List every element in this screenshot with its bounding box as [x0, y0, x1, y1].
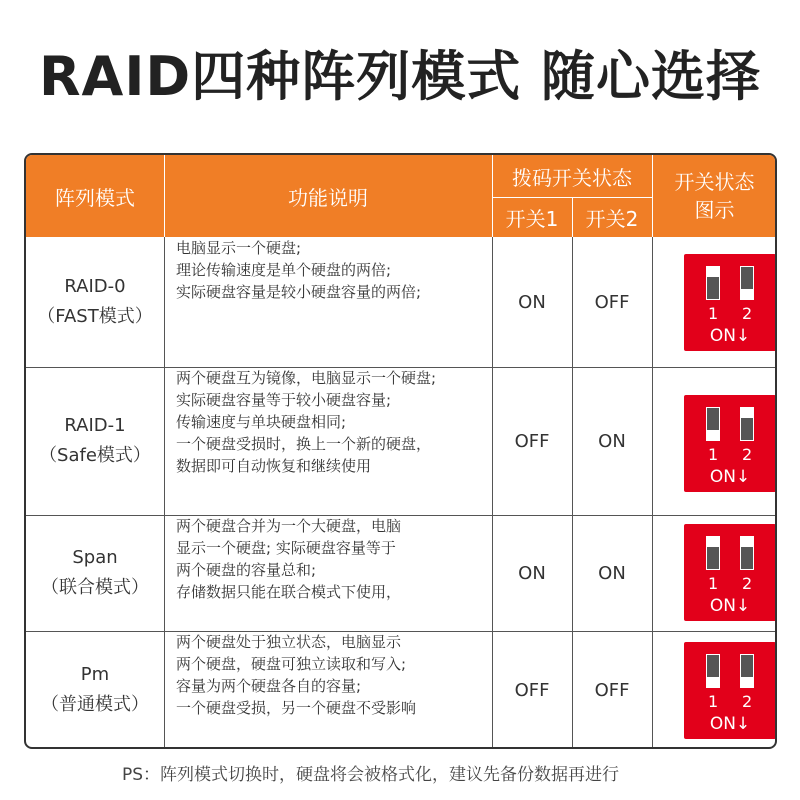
- dip-switch-diagram: [684, 642, 776, 739]
- dip-label-1: 1: [708, 692, 719, 711]
- header-diagram-line1: 开关状态: [674, 170, 755, 194]
- dip-switch-diagram: [684, 395, 776, 492]
- row-pm-desc: [164, 631, 492, 749]
- dip-switch-diagram: [684, 524, 776, 621]
- mode-alias: （普通模式）: [41, 694, 149, 715]
- row-span-switch1: ON: [518, 562, 546, 584]
- desc-line: 传输速度与单块硬盘相同;: [176, 413, 347, 431]
- desc-line: 显示一个硬盘; 实际硬盘容量等于: [176, 539, 396, 557]
- header-mode: 阵列模式: [26, 155, 164, 237]
- desc-line: 实际硬盘容量等于较小硬盘容量;: [176, 391, 392, 409]
- dip-knob: [707, 655, 719, 677]
- dip-label-2: 2: [742, 445, 753, 464]
- row-pm-switch1: OFF: [514, 679, 550, 701]
- row-pm-switch2: OFF: [594, 679, 630, 701]
- desc-line: 一个硬盘受损，另一个硬盘不受影响: [176, 699, 417, 717]
- mode-name: RAID-1: [64, 415, 126, 436]
- row-raid0-mode: [26, 237, 164, 367]
- row-span-desc: [164, 515, 492, 631]
- desc-line: 容量为两个硬盘各自的容量;: [176, 677, 362, 695]
- desc-line: 两个硬盘处于独立状态，电脑显示: [176, 633, 402, 651]
- mode-alias: （联合模式）: [41, 577, 149, 598]
- row-raid1-mode: [26, 367, 164, 515]
- dip-knob: [741, 655, 753, 677]
- desc-line: 数据即可自动恢复和继续使用: [176, 457, 372, 475]
- dip-knob: [741, 547, 753, 569]
- header-switch2: 开关2: [572, 197, 652, 237]
- footnote: PS：阵列模式切换时，硬盘将会被格式化，建议先备份数据再进行: [122, 765, 620, 785]
- dip-label-2: 2: [742, 692, 753, 711]
- desc-line: 两个硬盘，硬盘可独立读取和写入;: [176, 655, 407, 673]
- row-span-mode: [26, 515, 164, 631]
- dip-knob: [707, 277, 719, 299]
- row-span-switch2: ON: [598, 562, 626, 584]
- dip-label-1: 1: [708, 304, 719, 323]
- desc-line: 两个硬盘互为镜像，电脑显示一个硬盘;: [176, 369, 437, 387]
- dip-on-label: ON↓: [709, 326, 751, 346]
- desc-line: 电脑显示一个硬盘;: [176, 239, 302, 257]
- dip-knob: [707, 408, 719, 430]
- dip-label-1: 1: [708, 574, 719, 593]
- row-raid1-switch1: OFF: [514, 430, 550, 452]
- row-raid0-switch2: OFF: [594, 291, 630, 313]
- row-raid1-switch2: ON: [598, 430, 626, 452]
- dip-label-1: 1: [708, 445, 719, 464]
- row-pm-mode: [26, 631, 164, 749]
- dip-on-label: ON↓: [709, 596, 751, 616]
- desc-line: 实际硬盘容量是较小硬盘容量的两倍;: [176, 283, 422, 301]
- dip-label-2: 2: [742, 304, 753, 323]
- raid-mode-table: [24, 153, 777, 749]
- mode-alias: （Safe模式）: [39, 445, 151, 466]
- mode-alias: （FAST模式）: [37, 306, 153, 327]
- header-function: 功能说明: [164, 155, 492, 237]
- mode-name: Pm: [80, 664, 110, 685]
- desc-line: 存储数据只能在联合模式下使用，: [176, 583, 402, 601]
- dip-knob: [741, 418, 753, 440]
- row-raid0-desc: [164, 237, 492, 367]
- desc-line: 理论传输速度是单个硬盘的两倍;: [176, 261, 392, 279]
- desc-line: 一个硬盘受损时，换上一个新的硬盘，: [176, 435, 432, 453]
- header-diagram: [652, 155, 777, 237]
- dip-knob: [707, 547, 719, 569]
- dip-label-2: 2: [742, 574, 753, 593]
- header-dip-status: 拨码开关状态: [492, 155, 652, 197]
- dip-switch-diagram: [684, 254, 776, 351]
- desc-line: 两个硬盘的容量总和;: [176, 561, 317, 579]
- header-diagram-line2: 图示: [694, 198, 735, 222]
- row-raid0-switch1: ON: [518, 291, 546, 313]
- dip-on-label: ON↓: [709, 714, 751, 734]
- page-title: RAID四种阵列模式 随心选择: [38, 45, 762, 108]
- dip-on-label: ON↓: [709, 467, 751, 487]
- desc-line: 两个硬盘合并为一个大硬盘，电脑: [176, 517, 402, 535]
- header-switch1: 开关1: [492, 197, 572, 237]
- mode-name: RAID-0: [64, 276, 126, 297]
- row-raid1-desc: [164, 367, 492, 515]
- dip-knob: [741, 267, 753, 289]
- mode-name: Span: [72, 547, 118, 568]
